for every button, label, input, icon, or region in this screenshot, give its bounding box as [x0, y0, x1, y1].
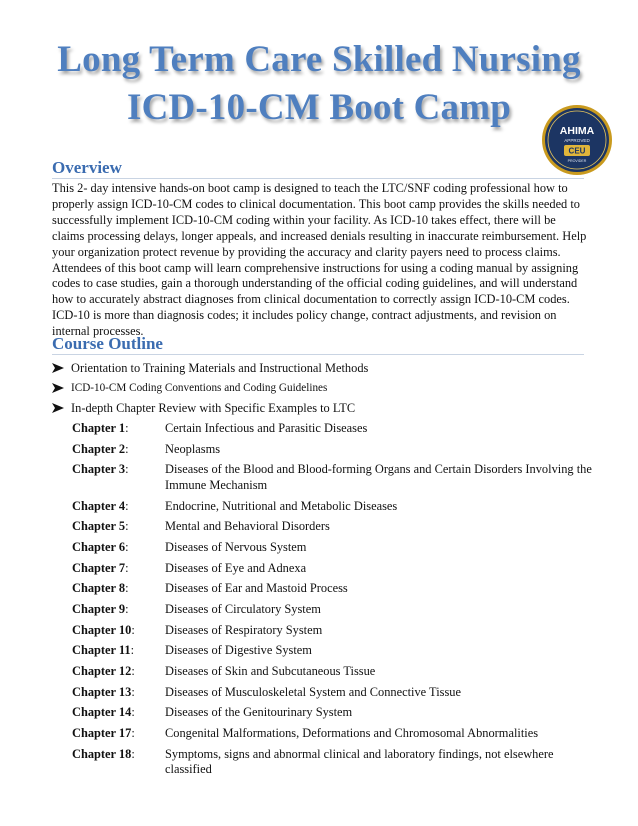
chapter-row: Chapter 10: Diseases of Respiratory System	[72, 623, 592, 639]
chapter-label: Chapter 9	[72, 602, 126, 616]
chapter-row: Chapter 17: Congenital Malformations, Deformations and Chromosomal Abnormalities	[72, 726, 592, 742]
chapter-label: Chapter 14	[72, 705, 132, 720]
chapter-row: Chapter 5: Mental and Behavioral Disorders	[72, 519, 592, 535]
badge-org-text: AHIMA	[559, 125, 595, 137]
chapter-label: Chapter 11	[72, 643, 131, 658]
chapter-title: Diseases of Skin and Subcutaneous Tissue	[165, 664, 376, 679]
chapter-label: Chapter 13	[72, 684, 132, 699]
chapter-row: Chapter 9: Diseases of Circulatory System	[72, 602, 592, 618]
chapter-title: Diseases of the Blood and Blood-forming Organs and Certain Disorders Involving the Immune Mechanism	[165, 462, 592, 492]
chapter-title: Diseases of Ear and Mastoid Process	[165, 581, 348, 596]
bullet-item	[52, 360, 592, 380]
chapter-row: Chapter 11: Diseases of Digestive System	[72, 643, 592, 659]
chapter-title: Diseases of Digestive System	[165, 643, 312, 658]
chapter-row: Chapter 18: Symptoms, signs and abnormal clinical and laboratory findings, not elsewhere classified	[72, 747, 592, 778]
chapter-title: Symptoms, signs and abnormal clinical and laboratory findings, not elsewhere classified	[165, 746, 554, 777]
chapter-row: Chapter 4: Endocrine, Nutritional and Metabolic Diseases	[72, 499, 592, 515]
chapter-label: Chapter 5	[72, 519, 126, 534]
bullet-item	[52, 380, 592, 400]
chapter-title: Diseases of Circulatory System	[165, 602, 321, 616]
ahima-ceu-badge	[540, 103, 614, 177]
chapter-label: Chapter 4	[72, 498, 126, 513]
chapter-label: Chapter 6	[72, 539, 126, 554]
arrow-bullet-icon	[52, 403, 64, 413]
chapter-label: Chapter 10	[72, 622, 132, 637]
chapter-row: Chapter 1: Certain Infectious and Parasitic Diseases	[72, 421, 592, 437]
chapter-label: Chapter 17	[72, 726, 132, 741]
chapter-row: Chapter 6: Diseases of Nervous System	[72, 540, 592, 556]
chapter-row: Chapter 14: Diseases of the Genitourinary System	[72, 705, 592, 721]
chapter-label: Chapter 2	[72, 441, 126, 456]
chapter-row: Chapter 8: Diseases of Ear and Mastoid Process	[72, 581, 592, 597]
chapter-row: Chapter 7: Diseases of Eye and Adnexa	[72, 561, 592, 577]
chapter-title: Diseases of the Genitourinary System	[165, 705, 353, 720]
chapter-title: Diseases of Eye and Adnexa	[165, 560, 307, 575]
chapter-row: Chapter 13: Diseases of Musculoskeletal System and Connective Tissue	[72, 685, 592, 701]
chapter-label: Chapter 3	[72, 462, 126, 477]
arrow-bullet-icon	[52, 383, 64, 393]
chapter-label: Chapter 8	[72, 581, 126, 596]
chapter-label: Chapter 12	[72, 664, 132, 679]
overview-paragraph: This 2- day intensive hands-on boot camp is designed to teach the LTC/SNF coding professional how to properly assign ICD-10-CM codes to clinical documentation. This boot camp provides the skills needed to successfully implement ICD-10-CM coding within your facility. As ICD-10 takes effect, there will be claims processing delays, longer appeals, and increased denials resulting in inaccurate reimbursement. Help your organization protect revenue by providing the accuracy and clarity payers need to process claims. Attendees of this boot camp will learn comprehensive instructions for using a coding manual by assigning codes to case studies, gain a thorough understanding of the official coding guidelines, and will understand how to accurately abstract diagnoses from clinical documentation to correctly assign ICD-10-CM codes. ICD-10 is more than diagnosis codes; it includes policy change, contract adjustments, and revision on internal processes.	[52, 181, 587, 339]
arrow-bullet-icon	[52, 363, 64, 373]
bullet-text: ICD-10-CM Coding Conventions and Coding Guidelines	[71, 382, 328, 394]
chapter-title: Neoplasms	[165, 441, 221, 456]
chapter-label: Chapter 1	[72, 421, 126, 435]
title-line-2: ICD-10-CM Boot Camp	[126, 87, 512, 128]
course-outline-divider	[52, 354, 584, 355]
chapter-list	[72, 421, 592, 783]
chapter-title: Diseases of Respiratory System	[165, 622, 323, 637]
chapter-row: Chapter 3: Diseases of the Blood and Blood-forming Organs and Certain Disorders Involving the Immune Mechanism	[72, 462, 592, 492]
badge-ceu-text: CEU	[568, 146, 586, 156]
chapter-row: Chapter 2: Neoplasms	[72, 442, 592, 458]
chapter-title: Endocrine, Nutritional and Metabolic Diseases	[165, 498, 398, 513]
chapter-title: Certain Infectious and Parasitic Diseases	[165, 421, 368, 435]
chapter-title: Congenital Malformations, Deformations and Chromosomal Abnormalities	[165, 726, 539, 741]
chapter-label: Chapter 7	[72, 560, 126, 575]
title-line-1: Long Term Care Skilled Nursing	[57, 39, 581, 80]
course-bullet-list	[52, 360, 592, 420]
chapter-title: Diseases of Musculoskeletal System and Connective Tissue	[165, 684, 461, 699]
badge-sub-text: APPROVED	[564, 138, 590, 143]
chapter-title: Mental and Behavioral Disorders	[165, 519, 330, 534]
bullet-text: Orientation to Training Materials and Instructional Methods	[71, 361, 369, 375]
chapter-row: Chapter 12: Diseases of Skin and Subcutaneous Tissue	[72, 664, 592, 680]
course-outline-heading: Course Outline	[52, 334, 163, 353]
bullet-text: In-depth Chapter Review with Specific Examples to LTC	[71, 401, 356, 415]
bullet-item	[52, 400, 592, 420]
badge-provider-text: PROVIDER	[567, 159, 587, 163]
overview-divider	[52, 178, 584, 179]
overview-heading: Overview	[52, 158, 122, 177]
chapter-label: Chapter 18	[72, 746, 132, 761]
chapter-title: Diseases of Nervous System	[165, 539, 307, 554]
